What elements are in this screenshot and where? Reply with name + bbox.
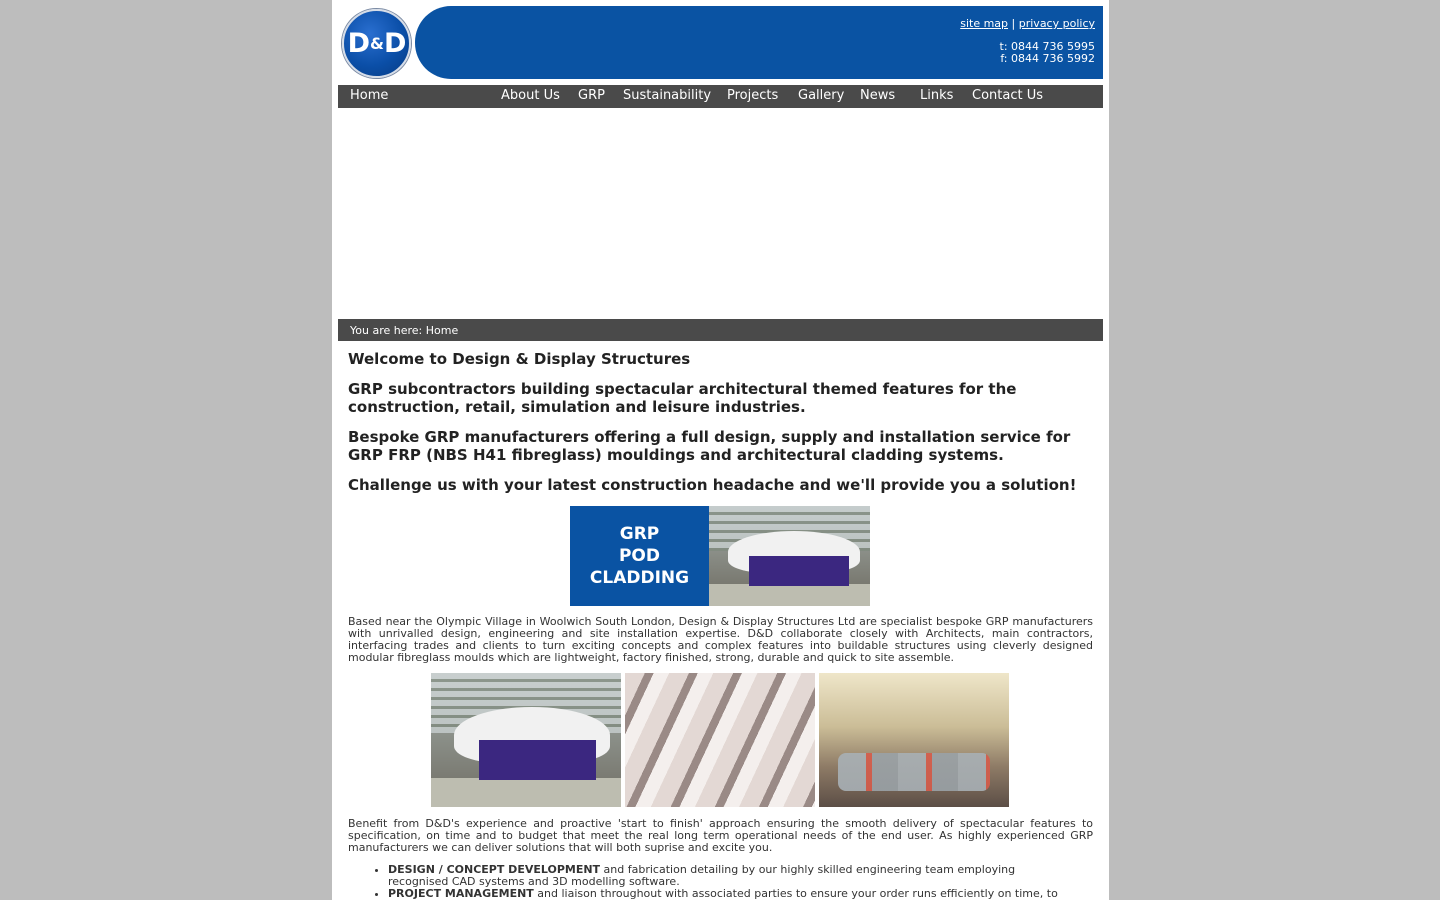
grp-pod-cladding-banner[interactable] — [570, 506, 870, 606]
list-item — [388, 864, 1078, 888]
list-item-bold: PROJECT MANAGEMENT — [388, 887, 534, 900]
dnd-logo[interactable] — [342, 9, 411, 78]
services-list — [388, 864, 1078, 900]
promo-line-cladding: CLADDING — [589, 568, 690, 588]
list-item — [388, 888, 1078, 900]
privacy-policy-link[interactable]: privacy policy — [1018, 17, 1095, 30]
nav-gallery[interactable]: Gallery — [798, 88, 845, 103]
pod-photo — [709, 506, 870, 606]
contact-numbers — [1000, 41, 1096, 65]
list-item-bold: DESIGN / CONCEPT DEVELOPMENT — [388, 863, 601, 876]
nav-news[interactable]: News — [860, 88, 896, 103]
intro-paragraph: Based near the Olympic Village in Woolwich South London, Design & Display Structures Ltd are specialist bespoke GRP manufacturers with unrivalled design, engineering and site installation expertise. D&D collaborate closely with Architects, main contractors, interfacing trades and clients to turn exciting concepts and complex features into buildable structures using cleverly designed modular fibreglass moulds which are lightweight, factory finished, strong, durable and quick to site assemble. — [348, 615, 1093, 664]
logo-ampersand: & — [370, 34, 383, 53]
main-content — [348, 350, 1093, 506]
promo-line-grp: GRP — [619, 524, 660, 544]
project-gallery — [431, 673, 1011, 807]
phone-number: t: 0844 736 5995 — [999, 40, 1095, 53]
promo-line-pod: POD — [618, 546, 660, 566]
intro-heading: GRP subcontractors building spectacular architectural themed features for the construction, retail, simulation and leisure industries. — [348, 380, 1017, 416]
nav-grp[interactable]: GRP — [578, 88, 605, 103]
logo-letter-d1: D — [347, 28, 370, 59]
utility-separator: | — [1011, 17, 1016, 30]
nav-sustainability[interactable]: Sustainability — [623, 88, 712, 103]
promo-label — [570, 506, 709, 606]
welcome-heading: Welcome to Design & Display Structures — [348, 350, 691, 368]
site-map-link[interactable]: site map — [960, 17, 1009, 30]
nav-projects[interactable]: Projects — [727, 88, 779, 103]
main-nav — [338, 85, 1103, 108]
nav-home[interactable]: Home — [350, 88, 389, 103]
header-banner — [415, 6, 1103, 79]
list-item-text: and fabrication detailing by our highly skilled engineering team employing recognised CAD systems and 3D modelling software. — [388, 863, 1016, 888]
nav-contact-us[interactable]: Contact Us — [972, 88, 1043, 103]
breadcrumb: You are here: Home — [338, 319, 1103, 341]
benefit-paragraph: Benefit from D&D's experience and proactive 'start to finish' approach ensuring the smooth delivery of spectacular features to specification, on time and to budget that meet the real long term operational needs of the end user. As highly experienced GRP manufacturers we can deliver solutions that will both suprise and excite you. — [348, 817, 1093, 854]
logo-letter-d2: D — [383, 28, 406, 59]
page-container — [332, 0, 1109, 900]
utility-links — [960, 17, 1095, 30]
challenge-heading: Challenge us with your latest construction headache and we'll provide you a solution! — [348, 476, 1077, 494]
gallery-photo-fins[interactable] — [625, 673, 815, 807]
bespoke-heading: Bespoke GRP manufacturers offering a full design, supply and installation service for GRP FRP (NBS H41 fibreglass) mouldings and architectural cladding systems. — [348, 428, 1071, 464]
fax-number: f: 0844 736 5992 — [1000, 52, 1095, 65]
nav-about-us[interactable]: About Us — [501, 88, 560, 103]
gallery-photo-lounge[interactable] — [819, 673, 1009, 807]
list-item-text: and liaison throughout with associated parties to ensure your order runs efficiently on time, to — [533, 887, 1058, 900]
nav-links[interactable]: Links — [920, 88, 954, 103]
gallery-photo-pod[interactable] — [431, 673, 621, 807]
